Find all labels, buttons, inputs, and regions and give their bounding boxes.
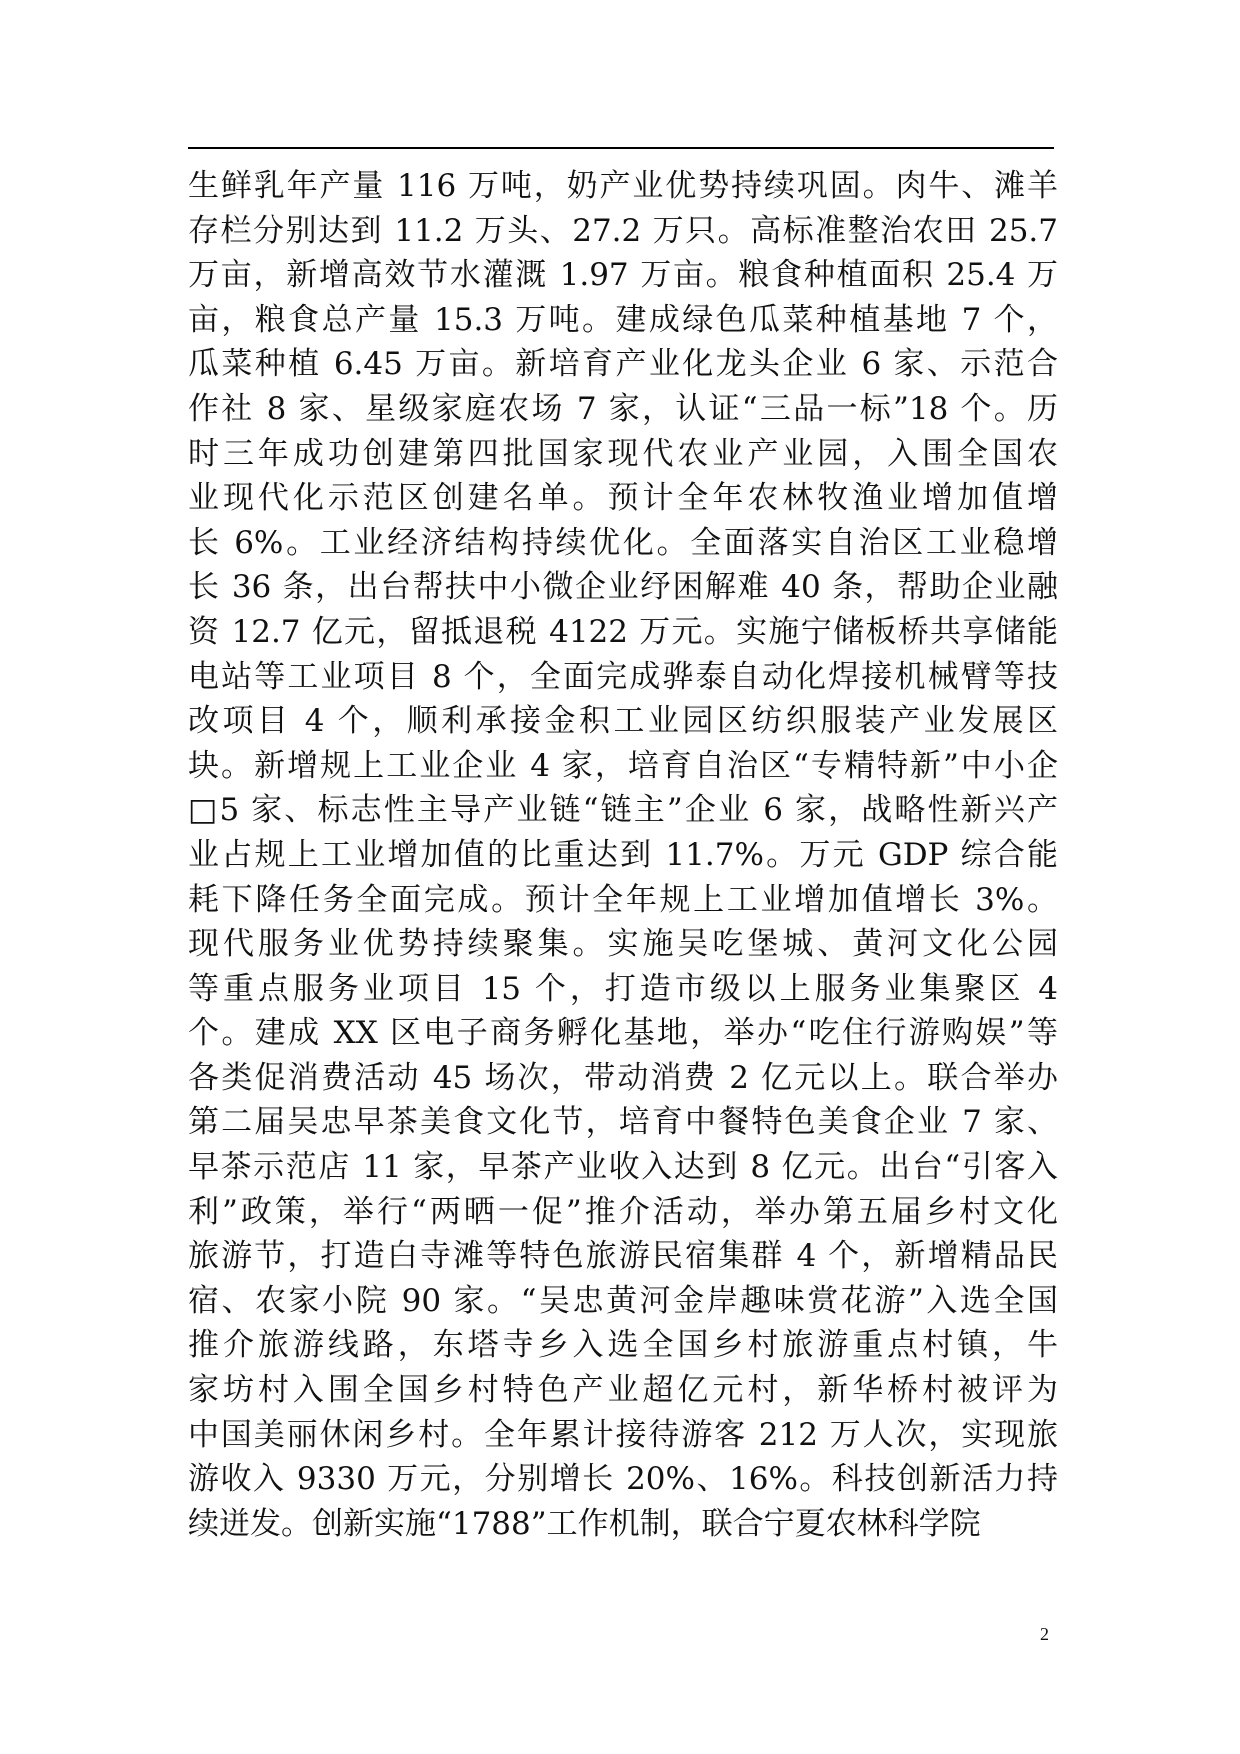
page-number: 2 — [1040, 1624, 1049, 1644]
text-line: 资 12.7 亿元，留抵退税 4122 万元。实施宁储板桥共享储能 — [188, 613, 1058, 650]
text-line: 时三年成功创建第四批国家现代农业产业园，入围全国农 — [188, 435, 1058, 472]
text-line: 电站等工业项目 8 个，全面完成骅泰自动化焊接机械臂等技 — [188, 658, 1058, 695]
text-line: 各类促消费活动 45 场次，带动消费 2 亿元以上。联合举办 — [188, 1059, 1058, 1096]
text-line: 利”政策，举行“两晒一促”推介活动，举办第五届乡村文化 — [188, 1193, 1058, 1230]
text-line: 瓜菜种植 6.45 万亩。新培育产业化龙头企业 6 家、示范合 — [188, 346, 1058, 383]
text-line: 中国美丽休闲乡村。全年累计接待游客 212 万人次，实现旅 — [188, 1416, 1058, 1453]
header-rule — [188, 147, 1054, 149]
text-line: 宿、农家小院 90 家。“吴忠黄河金岸趣味赏花游”入选全国 — [188, 1282, 1058, 1319]
text-line: 旅游节，打造白寺滩等特色旅游民宿集群 4 个，新增精品民 — [188, 1238, 1058, 1275]
text-line: 作社 8 家、星级家庭农场 7 家，认证“三品一标”18 个。历 — [188, 390, 1058, 427]
text-line: 万亩，新增高效节水灌溉 1.97 万亩。粮食种植面积 25.4 万 — [188, 257, 1058, 294]
text-line: 生鲜乳年产量 116 万吨，奶产业优势持续巩固。肉牛、滩羊 — [188, 168, 1058, 204]
text-line: 游收入 9330 万元，分别增长 20%、16%。科技创新活力持 — [188, 1461, 1058, 1498]
text-line: 耗下降任务全面完成。预计全年规上工业增加值增长 3%。 — [188, 881, 1058, 918]
text-line: □5 家、标志性主导产业链“链主”企业 6 家，战略性新兴产 — [188, 792, 1058, 829]
text-line: 业占规上工业增加值的比重达到 11.7%。万元 GDP 综合能 — [188, 836, 1058, 873]
text-line: 第二届吴忠早茶美食文化节，培育中餐特色美食企业 7 家、 — [188, 1104, 1058, 1141]
text-line: 等重点服务业项目 15 个，打造市级以上服务业集聚区 4 — [188, 970, 1058, 1007]
text-line: 早茶示范店 11 家，早茶产业收入达到 8 亿元。出台“引客入 — [188, 1149, 1058, 1186]
text-line: 业现代化示范区创建名单。预计全年农林牧渔业增加值增 — [188, 480, 1058, 517]
text-line: 续迸发。创新实施“1788”工作机制，联合宁夏农林科学院 — [188, 1505, 981, 1542]
text-line: 个。建成 XX 区电子商务孵化基地，举办“吃住行游购娱”等 — [188, 1015, 1058, 1052]
text-line: 现代服务业优势持续聚集。实施吴吃堡城、黄河文化公园 — [188, 926, 1058, 963]
body-paragraph — [188, 164, 1058, 1546]
text-line: 长 36 条，出台帮扶中小微企业纾困解难 40 条，帮助企业融 — [188, 569, 1058, 606]
text-line: 家坊村入围全国乡村特色产业超亿元村，新华桥村被评为 — [188, 1372, 1058, 1409]
text-line: 推介旅游线路，东塔寺乡入选全国乡村旅游重点村镇，牛 — [188, 1327, 1058, 1364]
text-line: 存栏分别达到 11.2 万头、27.2 万只。高标准整治农田 25.7 — [188, 212, 1058, 249]
text-line: 块。新增规上工业企业 4 家，培育自治区“专精特新”中小企 — [188, 747, 1058, 784]
text-line: 长 6%。工业经济结构持续优化。全面落实自治区工业稳增 — [188, 524, 1058, 561]
text-line: 亩，粮食总产量 15.3 万吨。建成绿色瓜菜种植基地 7 个， — [188, 301, 1058, 338]
text-line: 改项目 4 个，顺利承接金积工业园区纺织服装产业发展区 — [188, 703, 1058, 740]
